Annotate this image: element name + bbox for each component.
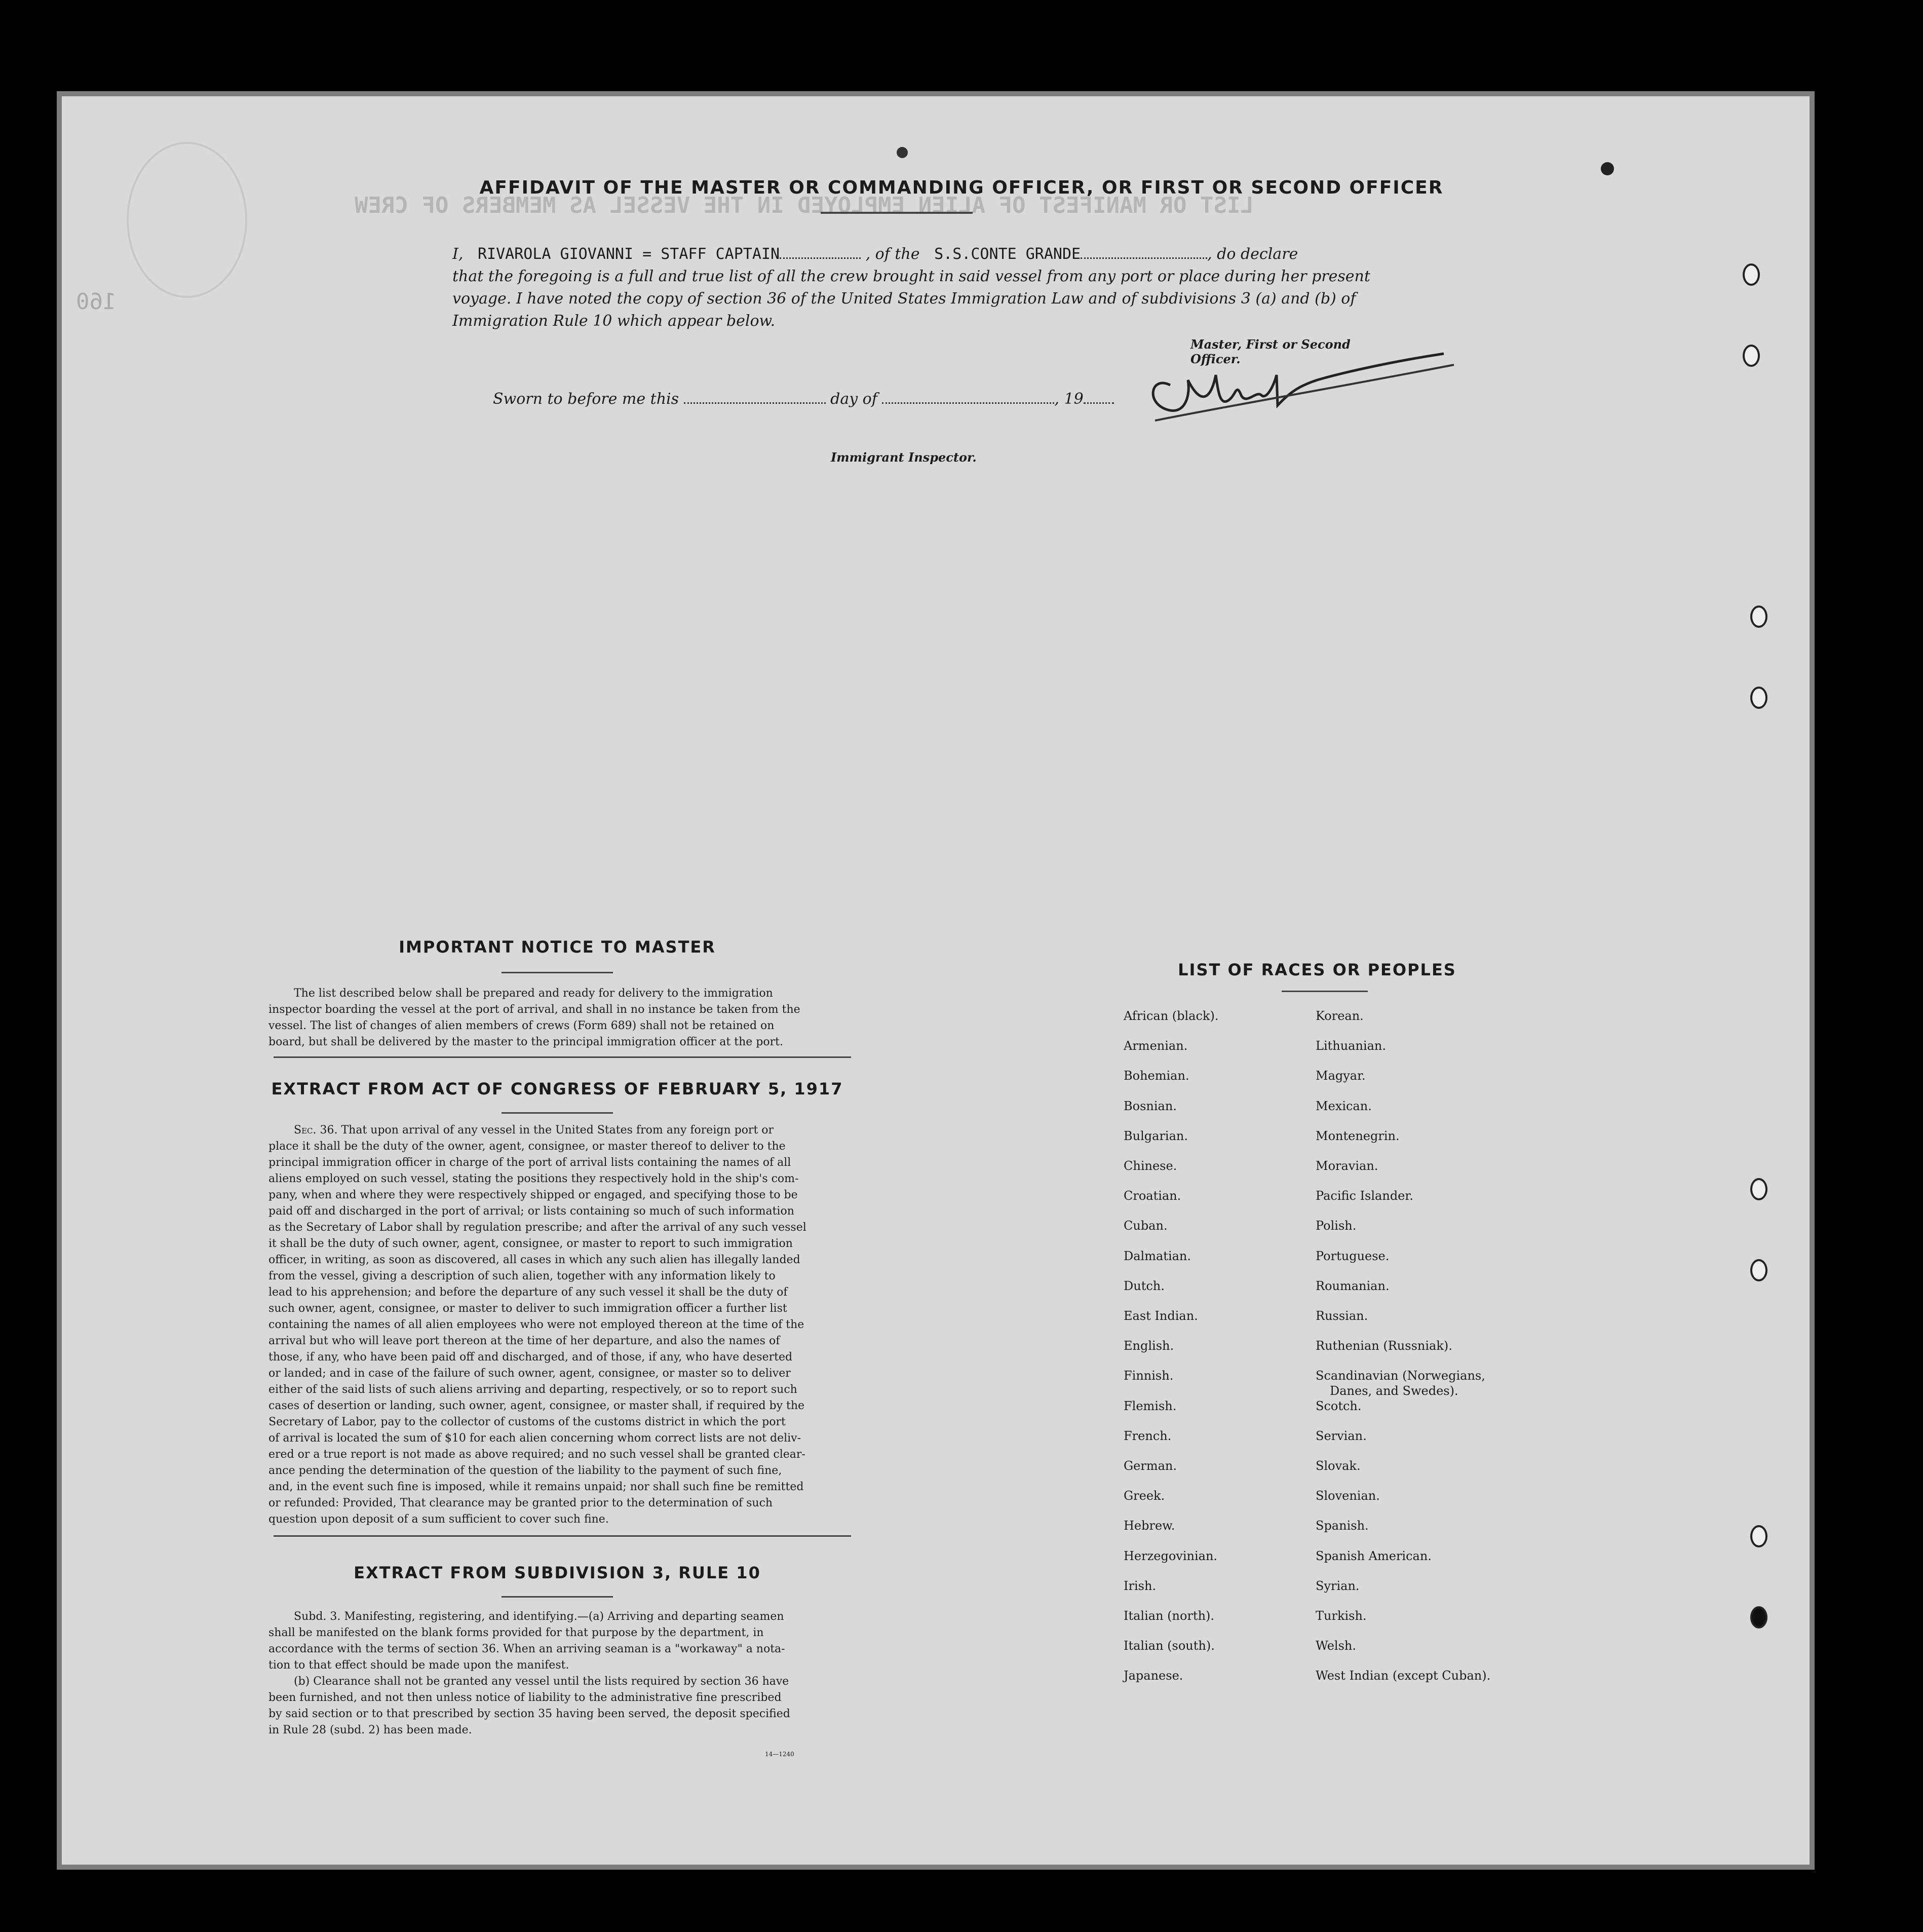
punch-hole-icon xyxy=(1750,605,1767,628)
document-sheet xyxy=(57,91,1815,1870)
act-line: question upon deposit of a sum sufficient to cover such fine. xyxy=(268,1513,609,1526)
act-line-text: That upon arrival of any vessel in the United States from any foreign port or xyxy=(341,1124,774,1137)
race-item: Spanish. xyxy=(1316,1519,1369,1533)
punch-hole-icon xyxy=(1750,1259,1767,1281)
race-item: Bulgarian. xyxy=(1124,1128,1188,1143)
race-item: Spanish American. xyxy=(1316,1548,1432,1563)
punch-hole-icon xyxy=(1743,263,1760,286)
race-item: Polish. xyxy=(1316,1219,1357,1233)
race-item: Irish. xyxy=(1124,1578,1157,1593)
divider xyxy=(502,1112,613,1114)
rule-line: (b) Clearance shall not be granted any vessel until the lists required by section 36 have xyxy=(294,1675,789,1688)
rule-extract-text xyxy=(268,1609,854,1738)
divider xyxy=(274,1056,851,1058)
inspector-label: Immigrant Inspector. xyxy=(831,450,977,465)
notice-title: IMPORTANT NOTICE TO MASTER xyxy=(399,937,716,957)
race-item: Syrian. xyxy=(1316,1578,1360,1593)
rule-line: by said section or to that prescribed by section 35 having been served, the deposit specified xyxy=(268,1708,790,1720)
rule-extract-title: EXTRACT FROM SUBDIVISION 3, RULE 10 xyxy=(354,1563,761,1582)
race-item: Armenian. xyxy=(1124,1039,1188,1053)
race-item: Korean. xyxy=(1316,1009,1364,1023)
rule-line: tion to that effect should be made upon the manifest. xyxy=(268,1659,569,1672)
affidavit-declaration-line xyxy=(452,243,1415,266)
notice-line: board, but shall be delivered by the master to the principal immigration officer at the port. xyxy=(268,1036,783,1048)
act-line: ance pending the determination of the question of the liability to the payment of such fine, xyxy=(268,1464,782,1477)
race-item: Servian. xyxy=(1316,1428,1367,1443)
sworn-prefix: Sworn to before me this xyxy=(493,390,679,408)
race-item: Montenegrin. xyxy=(1316,1128,1400,1143)
title-underline xyxy=(821,212,973,214)
races-title: LIST OF RACES OR PEOPLES xyxy=(1178,960,1456,979)
race-item: Chinese. xyxy=(1124,1159,1177,1173)
race-item: Magyar. xyxy=(1316,1069,1366,1083)
sworn-year: , 19 xyxy=(1054,390,1084,408)
act-line: pany, when and where they were respectively shipped or engaged, and specifying those to be xyxy=(268,1189,798,1201)
race-item: Welsh. xyxy=(1316,1639,1356,1653)
notice-text xyxy=(268,986,854,1050)
race-item: German. xyxy=(1124,1459,1177,1473)
race-item: Japanese. xyxy=(1124,1669,1183,1683)
notice-line: The list described below shall be prepared and ready for delivery to the immigration xyxy=(294,987,773,1000)
punch-hole-icon xyxy=(1750,1178,1767,1200)
vessel-name: S.S.CONTE GRANDE xyxy=(934,245,1081,263)
act-extract-title: EXTRACT FROM ACT OF CONGRESS OF FEBRUARY 5, 1917 xyxy=(271,1079,843,1098)
race-item: Lithuanian. xyxy=(1316,1039,1387,1053)
punch-hole-icon xyxy=(1750,687,1767,709)
act-line: arrival but who will leave port thereon at the time of her departure, and also the names of xyxy=(268,1335,780,1347)
race-item: Bohemian. xyxy=(1124,1069,1189,1083)
race-item: Mexican. xyxy=(1316,1098,1372,1113)
race-item: Bosnian. xyxy=(1124,1098,1177,1113)
rule-line: in Rule 28 (subd. 2) has been made. xyxy=(268,1724,472,1736)
race-item: Cuban. xyxy=(1124,1219,1168,1233)
sworn-day-label: day of xyxy=(830,390,877,408)
race-item: Dutch. xyxy=(1124,1278,1165,1293)
race-item: Ruthenian (Russniak). xyxy=(1316,1339,1452,1353)
race-item: Pacific Islander. xyxy=(1316,1189,1413,1203)
rule-line: shall be manifested on the blank forms provided for that purpose by the department, in xyxy=(268,1626,764,1639)
affidavit-body xyxy=(452,243,1415,332)
act-line: or refunded: Provided, That clearance may be granted prior to the determination of such xyxy=(268,1497,773,1509)
seal-stamp xyxy=(127,142,247,298)
race-item: Russian. xyxy=(1316,1309,1368,1323)
act-line: paid off and discharged in the port of arrival; or lists containing so much of such information xyxy=(268,1205,794,1218)
act-line: containing the names of all alien employees who were not employed thereon at the time of the xyxy=(268,1318,804,1331)
race-item: Italian (north). xyxy=(1124,1609,1215,1623)
race-item: English. xyxy=(1124,1339,1174,1353)
form-number: 14—1240 xyxy=(765,1751,794,1758)
act-line xyxy=(268,1122,854,1139)
pin-mark-icon xyxy=(897,147,908,158)
notice-line: inspector boarding the vessel at the port of arrival, and shall in no instance be taken from the xyxy=(268,1003,800,1016)
bleed-through-title: LIST OR MANIFEST OF ALIEN EMPLOYED IN THE VESSEL AS MEMBERS OF CREW xyxy=(355,193,1254,218)
notice-line: vessel. The list of changes of alien members of crews (Form 689) shall not be retained on xyxy=(268,1019,775,1032)
race-item: Croatian. xyxy=(1124,1189,1181,1203)
race-item: Herzegovinian. xyxy=(1124,1548,1218,1563)
of-the-label: , of the xyxy=(865,245,920,263)
divider xyxy=(502,972,613,973)
stamp-number: 160 xyxy=(76,289,117,315)
race-item: Dalmatian. xyxy=(1124,1248,1191,1263)
race-item: Finnish. xyxy=(1124,1369,1174,1383)
race-item: Turkish. xyxy=(1316,1609,1367,1623)
act-line: of arrival is located the sum of $10 for each alien concerning whom correct lists are not deliv- xyxy=(268,1432,801,1445)
handwritten-signature-icon xyxy=(1140,345,1464,436)
race-item: Roumanian. xyxy=(1316,1278,1390,1293)
act-line: it shall be the duty of such owner, agent, consignee, or master to report to such immigration xyxy=(268,1237,793,1250)
race-item: Scandinavian (Norwegians, xyxy=(1316,1369,1485,1383)
act-line: Secretary of Labor, pay to the collector of customs of the customs district in which the port xyxy=(268,1416,786,1428)
section-label: Sec. 36. xyxy=(294,1124,338,1137)
declaration-text-3: Immigration Rule 10 which appear below. xyxy=(452,312,776,330)
act-line: as the Secretary of Labor shall by regulation prescribe; and after the arrival of any such vessel xyxy=(268,1221,806,1234)
race-item: Scotch. xyxy=(1316,1398,1362,1413)
race-item: French. xyxy=(1124,1428,1172,1443)
race-item: Portuguese. xyxy=(1316,1248,1390,1263)
affidavit-title: AFFIDAVIT OF THE MASTER OR COMMANDING OFFICER, OR FIRST OR SECOND OFFICER xyxy=(479,177,1444,198)
act-line: ered or a true report is not made as above required; and no such vessel shall be granted clear- xyxy=(268,1448,805,1461)
race-item: Moravian. xyxy=(1316,1159,1378,1173)
act-line: those, if any, who have been paid off and discharged, and of those, if any, who have deserted xyxy=(268,1351,793,1363)
rule-line: been furnished, and not then unless notice of liability to the administrative fine prescribed xyxy=(268,1691,782,1704)
act-line: or landed; and in case of the failure of such owner, agent, consignee, or master so to deliver xyxy=(268,1367,791,1380)
declaration-text-1: that the foregoing is a full and true list of all the crew brought in said vessel from any port or place during her present xyxy=(452,268,1370,285)
race-item: Italian (south). xyxy=(1124,1639,1215,1653)
act-line: aliens employed on such vessel, stating the positions they respectively hold in the ship's com- xyxy=(268,1172,799,1185)
punch-hole-icon xyxy=(1743,345,1760,367)
divider xyxy=(274,1535,851,1537)
divider xyxy=(1282,991,1368,992)
punch-hole-icon xyxy=(1750,1525,1767,1547)
officer-name: RIVAROLA GIOVANNI = STAFF CAPTAIN xyxy=(478,245,780,263)
do-declare-label: , do declare xyxy=(1207,245,1298,263)
race-item: Slovenian. xyxy=(1316,1489,1380,1503)
race-item: Slovak. xyxy=(1316,1459,1361,1473)
act-line: such owner, agent, consignee, or master to deliver to such immigration officer a further list xyxy=(268,1302,787,1315)
punch-hole-icon xyxy=(1750,1606,1767,1628)
sworn-line xyxy=(493,390,1151,408)
act-line: lead to his apprehension; and before the departure of any such vessel it shall be the duty of xyxy=(268,1286,788,1299)
pin-mark-icon xyxy=(1601,162,1614,175)
race-item: African (black). xyxy=(1124,1009,1219,1023)
act-extract-text xyxy=(268,1122,854,1528)
act-line: either of the said lists of such aliens arriving and departing, respectively, or so to report such xyxy=(268,1383,797,1396)
act-line: from the vessel, giving a description of such alien, together with any information likely to xyxy=(268,1270,776,1282)
rule-line: accordance with the terms of section 36. When an arriving seaman is a "workaway" a nota- xyxy=(268,1643,785,1655)
race-item: Greek. xyxy=(1124,1489,1165,1503)
affidavit-pronoun: I, xyxy=(452,245,464,263)
race-item: Flemish. xyxy=(1124,1398,1177,1413)
act-line: principal immigration officer in charge of the port of arrival lists containing the names of all xyxy=(268,1156,791,1169)
act-line: cases of desertion or landing, such owner, agent, consignee, or master shall, if required by the xyxy=(268,1399,805,1412)
race-item: East Indian. xyxy=(1124,1309,1198,1323)
race-item: Hebrew. xyxy=(1124,1519,1175,1533)
declaration-text-2: voyage. I have noted the copy of section 36 of the United States Immigration Law and of subdivisions 3 (a) and (b) of xyxy=(452,290,1356,308)
rule-line: Subd. 3. Manifesting, registering, and identifying.—(a) Arriving and departing seamen xyxy=(294,1610,784,1623)
race-item-continuation: Danes, and Swedes). xyxy=(1330,1384,1458,1398)
race-item: West Indian (except Cuban). xyxy=(1316,1669,1491,1683)
signature-label: Master, First or Second Officer. xyxy=(1190,337,1351,366)
act-line: officer, in writing, as soon as discovered, all cases in which any such alien has illegally landed xyxy=(268,1254,800,1266)
divider xyxy=(502,1596,613,1598)
act-line: place it shall be the duty of the owner, agent, consignee, or master thereof to deliver to the xyxy=(268,1140,786,1153)
act-line: and, in the event such fine is imposed, while it remains unpaid; nor shall such fine be remitted xyxy=(268,1481,804,1493)
